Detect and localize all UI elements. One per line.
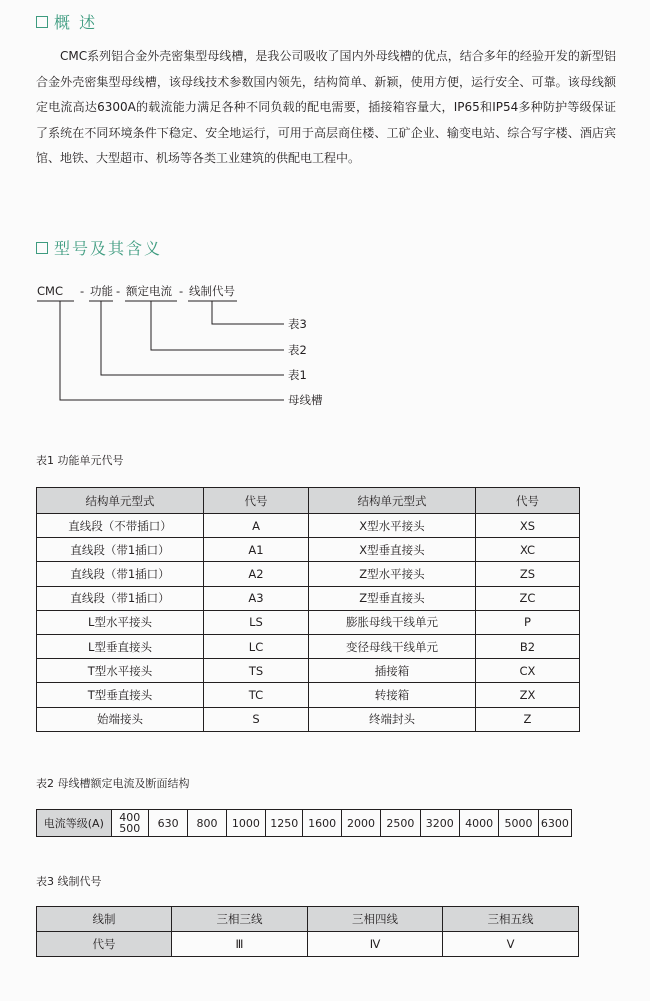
label-busway: 母线槽 — [288, 393, 323, 407]
table-cell: 2500 — [381, 810, 420, 837]
table-cell: 终端封头 — [309, 707, 476, 731]
overview-paragraph: CMC系列铝合金外壳密集型母线槽，是我公司吸收了国内外母线槽的优点，结合多年的经验开发的新型铝合金外壳密集型母线槽，该母线技术参数国内领先，结构简单、新颖，使用方便，运行安全、可靠。该母线额定电流高达6300A的载流能力满足各种不同负载的配电需要，插接箱容量大，IP65和IP54多种防护等级保证了系统在不同环境条件下稳定、安全地运行，可用于高层商住楼、工矿企业、输变电站、综合写字楼、酒店宾馆、地铁、大型超市、机场等各类工业建筑的供配电工程中。 — [36, 49, 616, 165]
table-cell: 1600 — [303, 810, 341, 837]
table-cell: ZS — [476, 562, 580, 586]
table-row-label: 代号 — [37, 932, 172, 957]
code-part-wiring: 线制代号 — [189, 284, 235, 298]
table-header-cell: 三相四线 — [308, 907, 443, 932]
table-cell: TS — [204, 659, 309, 683]
wiring-code-table — [36, 906, 579, 957]
table-cell: A3 — [204, 586, 309, 610]
leader-lines — [37, 301, 284, 400]
table-row — [37, 932, 579, 957]
table-cell: Ⅴ — [443, 932, 579, 957]
table-row — [37, 610, 580, 634]
table-cell: B2 — [476, 634, 580, 658]
table-cell: 6300 — [538, 810, 571, 837]
table3-caption: 表3 线制代号 — [36, 875, 102, 888]
table-cell: X型垂直接头 — [309, 538, 476, 562]
table-cell: Z — [476, 707, 580, 731]
table-cell: Ⅳ — [308, 932, 443, 957]
code-part-cmc: CMC — [37, 284, 63, 298]
table-cell: 630 — [148, 810, 187, 837]
overview-heading — [36, 10, 97, 33]
checkbox-square-icon — [36, 242, 48, 254]
table-header-cell: 结构单元型式 — [37, 488, 204, 514]
table-header-cell: 三相五线 — [443, 907, 579, 932]
code-sep-3: - — [179, 284, 184, 298]
table1-caption: 表1 功能单元代号 — [36, 454, 124, 467]
table-row — [37, 707, 580, 731]
table-row — [37, 810, 572, 837]
table-cell: A1 — [204, 538, 309, 562]
table-cell: 2000 — [341, 810, 380, 837]
table-cell: TC — [204, 683, 309, 707]
table-cell: A — [204, 514, 309, 538]
label-table1: 表1 — [288, 368, 307, 382]
code-sep-2: - — [116, 284, 121, 298]
table-row — [37, 634, 580, 658]
code-part-rated-current: 额定电流 — [126, 284, 172, 298]
table-cell: 直线段（带1插口） — [37, 562, 204, 586]
stacked-value-top: 400 — [119, 811, 141, 824]
table-cell: ZC — [476, 586, 580, 610]
table-cell: XC — [476, 538, 580, 562]
table-row — [37, 586, 580, 610]
label-table2: 表2 — [288, 343, 307, 357]
table-row — [37, 659, 580, 683]
table-cell: 直线段（带1插口） — [37, 586, 204, 610]
label-table3: 表3 — [288, 317, 307, 331]
table-header-row — [37, 488, 580, 514]
table-cell: 插接箱 — [309, 659, 476, 683]
table-header-cell: 结构单元型式 — [309, 488, 476, 514]
table-cell: A2 — [204, 562, 309, 586]
table-cell: X型水平接头 — [309, 514, 476, 538]
table-cell: T型水平接头 — [37, 659, 204, 683]
model-heading-text: 型号及其含义 — [54, 239, 163, 258]
table-cell: Z型水平接头 — [309, 562, 476, 586]
table-cell: 转接箱 — [309, 683, 476, 707]
table-header-cell: 代号 — [476, 488, 580, 514]
table-cell: L型水平接头 — [37, 610, 204, 634]
table-cell: CX — [476, 659, 580, 683]
table2-caption: 表2 母线槽额定电流及断面结构 — [36, 777, 190, 790]
table-cell: 1000 — [226, 810, 265, 837]
table-cell: 膨胀母线干线单元 — [309, 610, 476, 634]
table-header-row — [37, 907, 579, 932]
table-cell: 1250 — [266, 810, 303, 837]
model-code-diagram — [0, 280, 650, 415]
table-cell: S — [204, 707, 309, 731]
table-row — [37, 562, 580, 586]
table-cell: LS — [204, 610, 309, 634]
table-row — [37, 683, 580, 707]
code-part-function: 功能 — [90, 284, 113, 298]
table-cell: L型垂直接头 — [37, 634, 204, 658]
checkbox-square-icon — [36, 16, 48, 28]
table-cell: 4000 — [459, 810, 498, 837]
table-cell: 变径母线干线单元 — [309, 634, 476, 658]
table-cell: XS — [476, 514, 580, 538]
code-sep-1: - — [80, 284, 85, 298]
table-cell: 5000 — [499, 810, 538, 837]
table-row — [37, 538, 580, 562]
table-cell: T型垂直接头 — [37, 683, 204, 707]
table-row — [37, 514, 580, 538]
table-cell-stacked — [111, 810, 148, 837]
table-cell: 3200 — [420, 810, 459, 837]
table-cell: 直线段（不带插口） — [37, 514, 204, 538]
table-cell: Ⅲ — [172, 932, 308, 957]
rated-current-table — [36, 809, 572, 837]
table-header-cell: 线制 — [37, 907, 172, 932]
table-cell: 800 — [188, 810, 226, 837]
table-header-cell: 代号 — [204, 488, 309, 514]
table-cell: Z型垂直接头 — [309, 586, 476, 610]
table-header-cell: 三相三线 — [172, 907, 308, 932]
function-unit-table — [36, 487, 580, 732]
table-cell: ZX — [476, 683, 580, 707]
table-cell: P — [476, 610, 580, 634]
current-level-label: 电流等级(A) — [37, 810, 112, 837]
overview-heading-text: 概 述 — [54, 13, 98, 32]
model-heading — [36, 236, 162, 259]
table-cell: 直线段（带1插口） — [37, 538, 204, 562]
table-cell: 始端接头 — [37, 707, 204, 731]
stacked-value-bottom: 500 — [119, 822, 141, 835]
table-cell: LC — [204, 634, 309, 658]
